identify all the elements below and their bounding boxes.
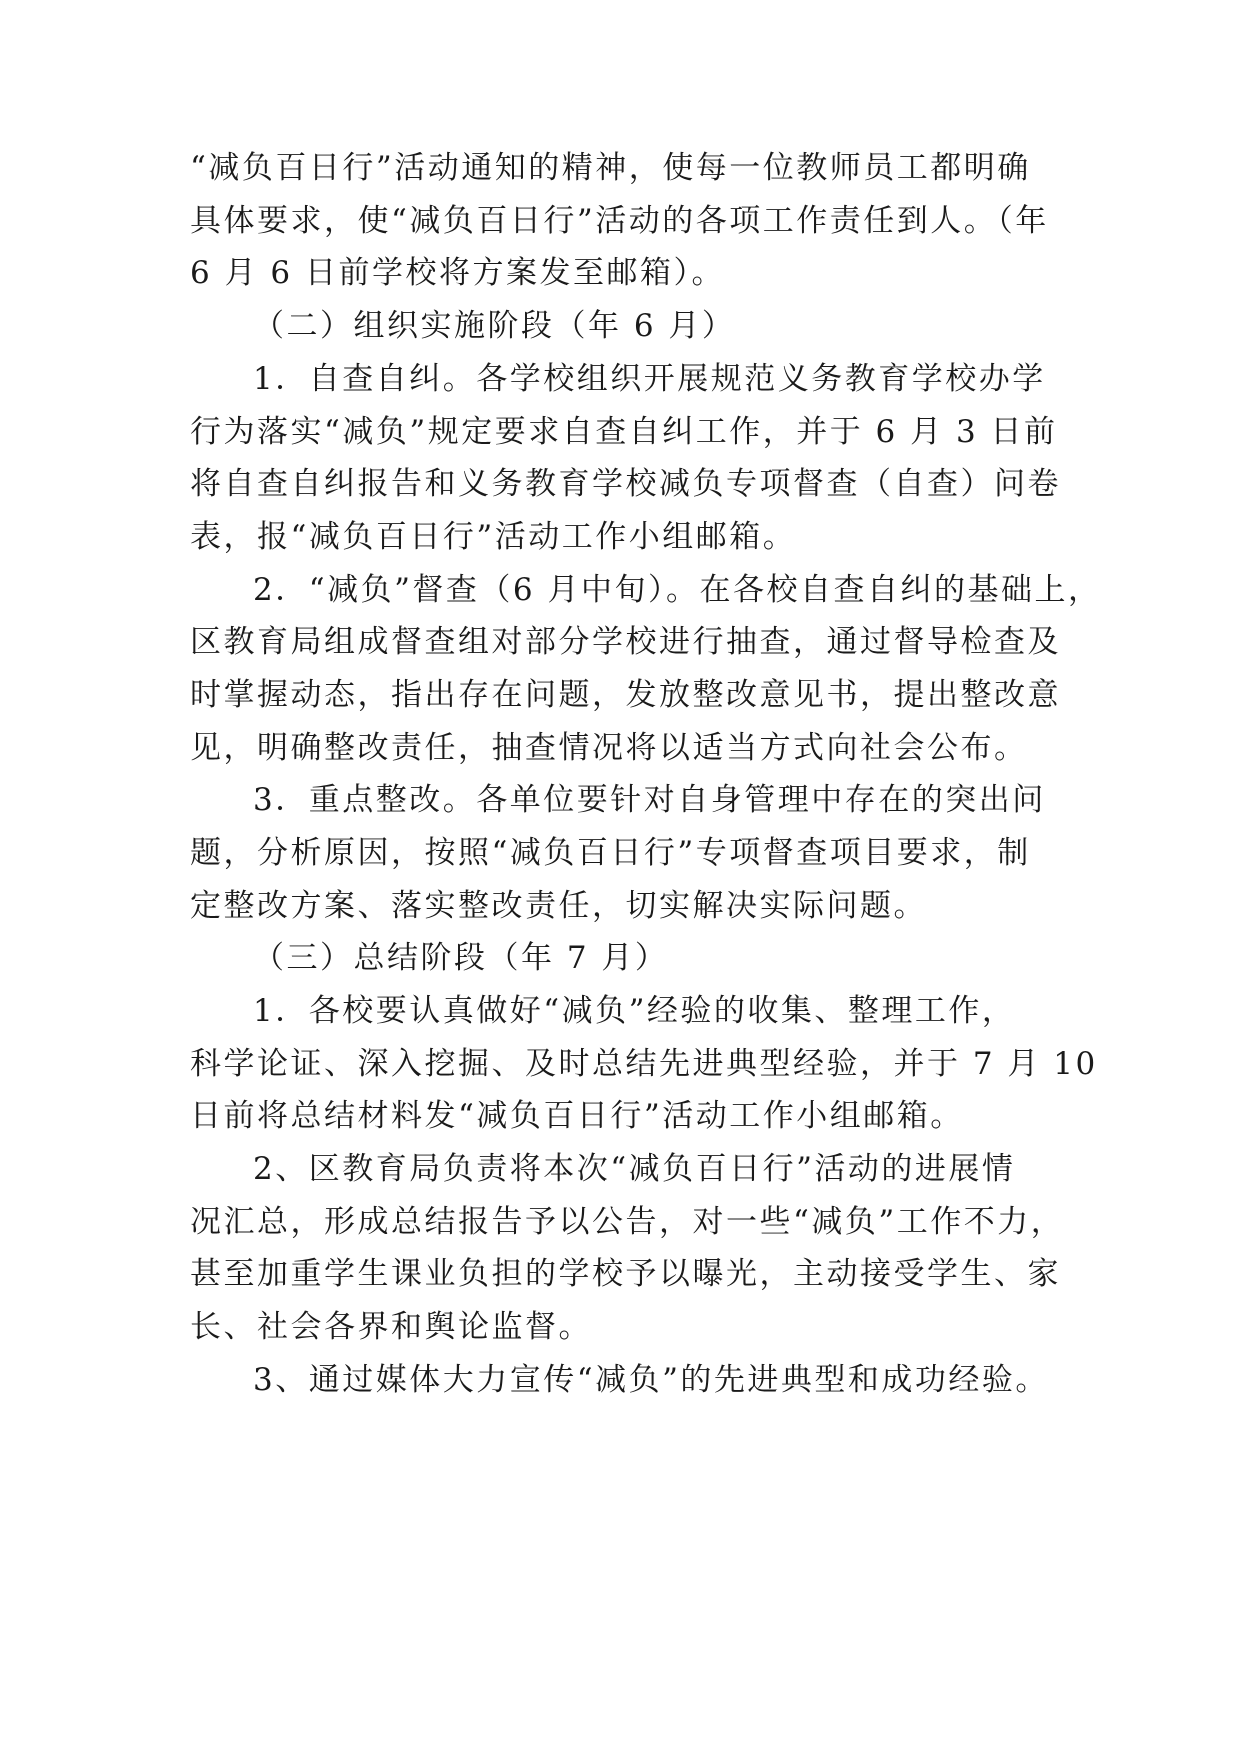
text-line: 定整改方案、落实整改责任，切实解决实际问题。 [190, 888, 927, 924]
text-line: 1．自查自纠。各学校组织开展规范义务教育学校办学 [253, 361, 1046, 397]
text-line: 况汇总，形成总结报告予以公告，对一些“减负”工作不力， [190, 1204, 1065, 1240]
text-line: 6 月 6 日前学校将方案发至邮箱）。 [190, 255, 726, 291]
text-line: 将自查自纠报告和义务教育学校减负专项督查（自查）问卷 [190, 466, 1061, 502]
text-line: 题，分析原因，按照“减负百日行”专项督查项目要求，制 [190, 835, 1031, 871]
section-heading: （三）总结阶段（年 7 月） [253, 940, 669, 976]
text-line: 区教育局组成督查组对部分学校进行抽查，通过督导检查及 [190, 624, 1061, 660]
text-line: 表，报“减负百日行”活动工作小组邮箱。 [190, 519, 797, 555]
text-line: 时掌握动态，指出存在问题，发放整改意见书，提出整改意 [190, 677, 1061, 713]
text-line: 行为落实“减负”规定要求自查自纠工作，并于 6 月 3 日前 [190, 414, 1058, 450]
text-line: 3、通过媒体大力宣传“减负”的先进典型和成功经验。 [253, 1362, 1049, 1398]
text-line: 具体要求，使“减负百日行”活动的各项工作责任到人。（年 [190, 203, 1049, 239]
text-line: 科学论证、深入挖掘、及时总结先进典型经验，并于 7 月 10 [190, 1046, 1098, 1082]
text-line: 2．“减负”督查（6 月中旬）。在各校自查自纠的基础上， [253, 572, 1102, 608]
text-line: 1．各校要认真做好“减负”经验的收集、整理工作， [253, 993, 1016, 1029]
section-heading: （二）组织实施阶段（年 6 月） [253, 308, 736, 344]
text-line: 2、区教育局负责将本次“减负百日行”活动的进展情 [253, 1151, 1016, 1187]
text-line: “减负百日行”活动通知的精神，使每一位教师员工都明确 [190, 150, 1031, 186]
text-line: 甚至加重学生课业负担的学校予以曝光，主动接受学生、家 [190, 1256, 1061, 1292]
text-line: 长、社会各界和舆论监督。 [190, 1309, 592, 1345]
text-line: 3．重点整改。各单位要针对自身管理中存在的突出问 [253, 782, 1046, 818]
text-line: 见，明确整改责任，抽查情况将以适当方式向社会公布。 [190, 730, 1028, 766]
text-line: 日前将总结材料发“减负百日行”活动工作小组邮箱。 [190, 1098, 964, 1134]
